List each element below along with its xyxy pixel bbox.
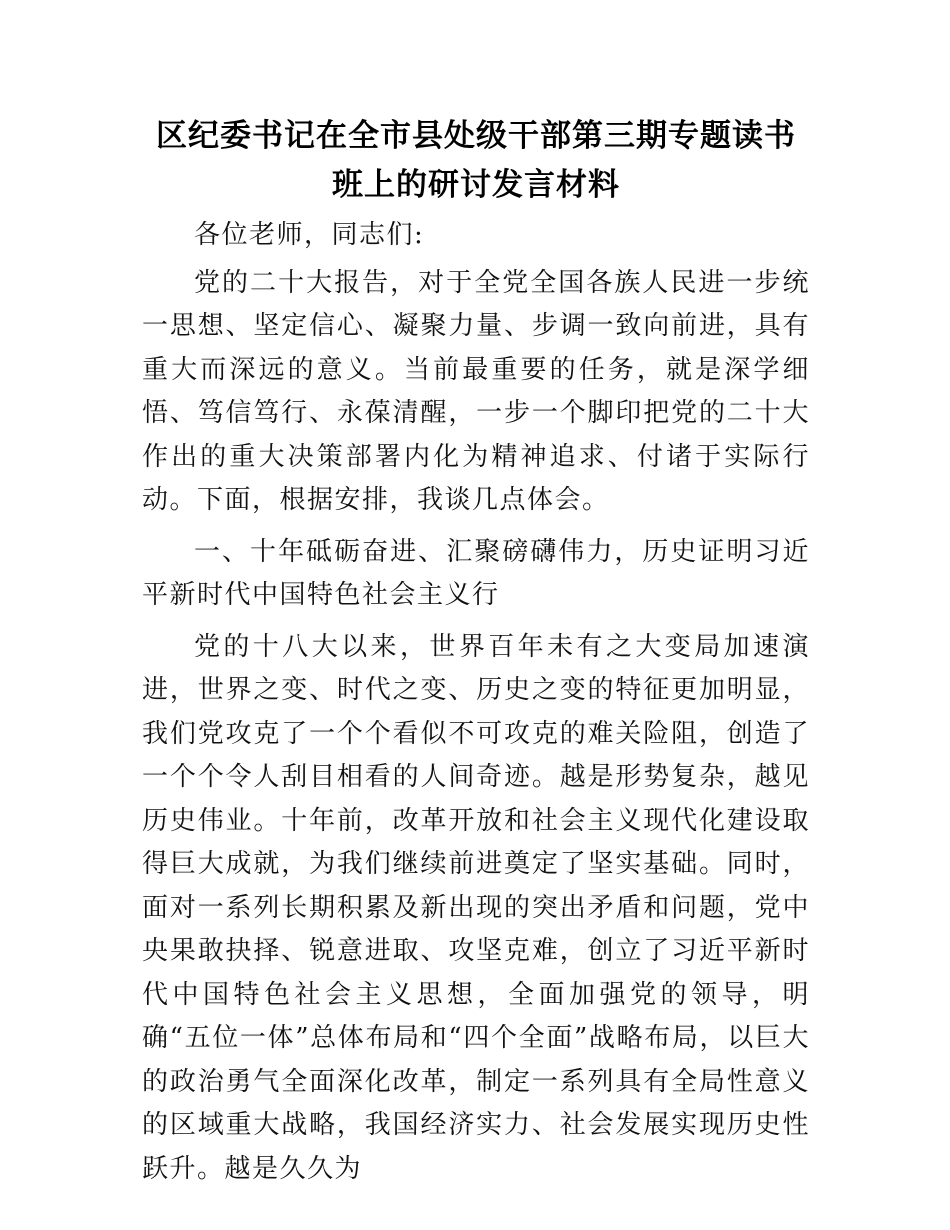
paragraph-intro: 党的二十大报告，对于全党全国各族人民进一步统一思想、坚定信心、凝聚力量、步调一致向前进，具有重大而深远的意义。当前最重要的任务，就是深学细悟、笃信笃行、永葆清醒，一步一个脚印把党的二十大作出的重大决策部署内化为精神追求、付诸于实际行动。下面，根据安排，我谈几点体会。: [142, 267, 810, 515]
salutation: 各位老师，同志们:: [194, 220, 425, 250]
document-title: [142, 112, 810, 210]
paragraph-section-1-body: 党的十八大以来，世界百年未有之大变局加速演进，世界之变、时代之变、历史之变的特征更加明显，我们党攻克了一个个看似不可攻克的难关险阻，创造了一个个令人刮目相看的人间奇迹。越是形势复杂，越见历史伟业。十年前，改革开放和社会主义现代化建设取得巨大成就，为我们继续前进奠定了坚实基础。同时，面对一系列长期积累及新出现的突出矛盾和问题，党中央果敢抉择、锐意进取、攻坚克难，创立了习近平新时代中国特色社会主义思想，全面加强党的领导，明确“五位一体”总体布局和“四个全面”战略布局，以巨大的政治勇气全面深化改革，制定一系列具有全局性意义的区域重大战略，我国经济实力、社会发展实现历史性跃升。越是久久为: [142, 631, 810, 1184]
section-heading-1: 一、十年砥砺奋进、汇聚磅礴伟力，历史证明习近平新时代中国特色社会主义行: [142, 536, 810, 610]
document-body: [142, 112, 810, 1191]
title-line-2: 班上的研讨发言材料: [332, 167, 620, 203]
title-line-1: 区纪委书记在全市县处级干部第三期专题读书: [156, 118, 796, 154]
